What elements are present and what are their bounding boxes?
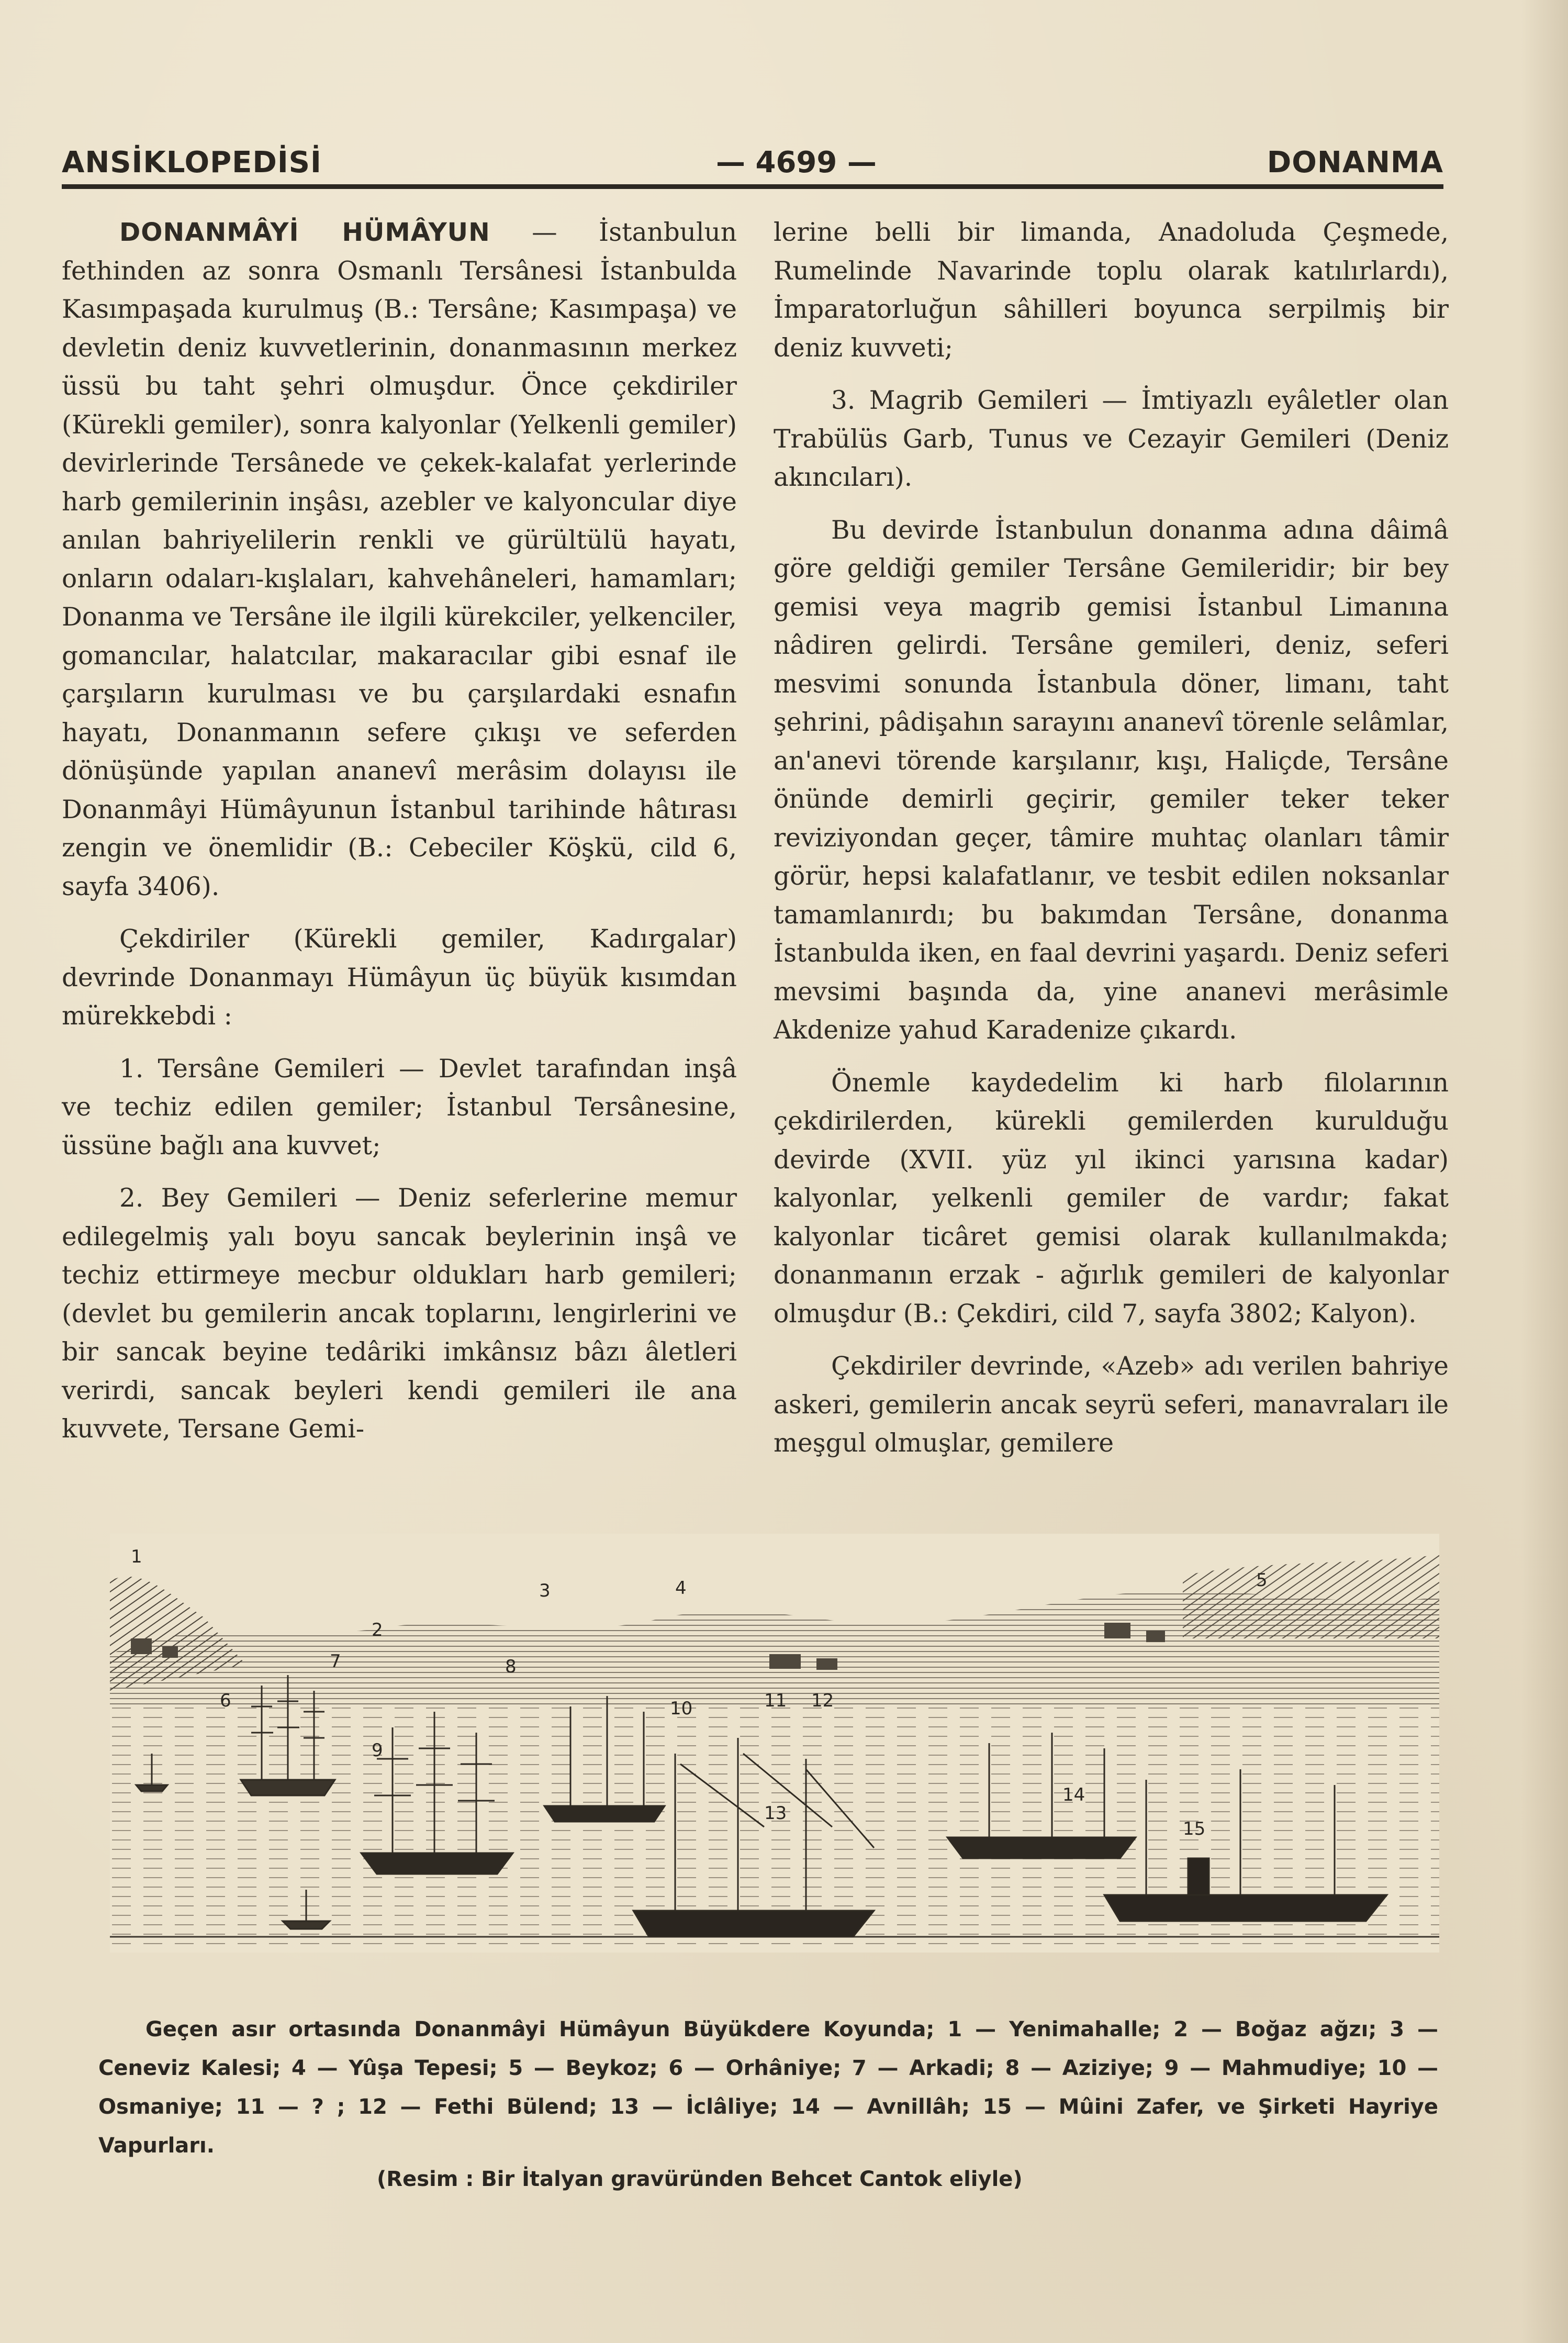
page-edge-shadow bbox=[1521, 0, 1568, 2343]
caption-text: Geçen asır ortasında Donanmâyi Hümâyun Büyükdere Koyunda; 1 — Yenimahalle; 2 — Boğaz ağzı; 3 — Ceneviz Kalesi; 4 — Yûşa Tepesi; 5 — Beykoz; 6 — Orhâniye; 7 — Arkadi; 8 — Aziziye; 9 — Mahmudiye; 10 — Osmaniye; 11 — ? ; 12 — Fethi Bülend; 13 — İclâliye; 14 — Avnillâh; 15 — Mûini Zafer, ve Şirketi Hayriye Vapurları. bbox=[98, 2017, 1438, 2158]
figure-label: 3 bbox=[539, 1580, 551, 1601]
engraving-figure bbox=[110, 1534, 1439, 1952]
article-paragraph: 2. Bey Gemileri — Deniz seferlerine memur edilegelmiş yalı boyu sancak beylerinin inşâ ve techiz ettirmeye mecbur oldukları harb gemileri; (devlet bu gemilerin ancak toplarını, lengirlerini ve bir sancak beyine tedâriki imkânsız bâzı âletleri verirdi, sancak beyleri kendi gemileri ile ana kuvvete, Tersane Gemi- bbox=[62, 1184, 737, 1444]
figure-label: 2 bbox=[372, 1620, 383, 1641]
article-paragraph: lerine belli bir limanda, Anadoluda Çeşmede, Rumelinde Navarinde toplu olarak katılırlardı), İmparatorluğun sâhilleri boyunca serpilmiş bir deniz kuvveti; bbox=[774, 218, 1449, 363]
article-title: DONANMÂYİ HÜMÂYUN bbox=[119, 218, 490, 247]
figure-label: 6 bbox=[220, 1690, 231, 1711]
figure-label: 8 bbox=[505, 1656, 517, 1677]
header-encyclopedia-title: ANSİKLOPEDİSİ bbox=[62, 146, 322, 180]
header-section-title: DONANMA bbox=[1267, 146, 1443, 180]
header-page-number: — 4699 — bbox=[716, 146, 877, 180]
left-column bbox=[62, 214, 737, 1463]
page-header bbox=[62, 140, 1443, 187]
right-column bbox=[774, 214, 1449, 1477]
article-paragraph: Çekdiriler devrinde, «Azeb» adı verilen bahriye askeri, gemilerin ancak seyrü seferi, manavraları ile meşgul olmuşlar, gemilere bbox=[774, 1352, 1449, 1458]
figure-label: 1 bbox=[131, 1546, 142, 1567]
header-rule bbox=[62, 184, 1443, 189]
figure-label: 9 bbox=[372, 1740, 383, 1761]
article-paragraph: Çekdiriler (Kürekli gemiler, Kadırgalar) devrinde Donanmayı Hümâyun üç büyük kısımdan mürekkebdi : bbox=[62, 924, 737, 1031]
figure-label: 5 bbox=[1256, 1570, 1268, 1591]
figure-label: 11 bbox=[764, 1690, 787, 1711]
fleet-engraving-illustration bbox=[110, 1534, 1439, 1952]
figure-label: 4 bbox=[675, 1578, 687, 1599]
figure-label: 12 bbox=[811, 1690, 834, 1711]
article-text: — İstanbulun fethinden az sonra Osmanlı Tersânesi İstanbulda Kasımpaşada kurulmuş (B.: Tersâne; Kasımpaşa) ve devletin deniz kuvvetlerinin, donanmasının merkez üssü bu taht şehri olmuşdur. Önce çekdiriler (Kürekli gemiler), sonra kalyonlar (Yelkenli gemiler) devirlerinde Tersânede ve çekek-kalafat yerlerinde harb gemilerinin inşâsı, azebler ve kalyoncular diye anılan bahriyelilerin renkli ve gürültülü hayatı, onların odaları-kışlaları, kahvehâneleri, hamamları; Donanma ve Tersâne ile ilgili kürekciler, yelkenciler, gomancılar, halatcılar, makaracılar gibi esnaf ile çarşıların kurulması ve bu çarşılardaki esnafın hayatı, Donanmanın sefere çıkışı ve seferden dönüşünde yapılan ananevî merâsim dolayısı ile Donanmâyi Hümâyunun İstanbul tarihinde hâtırası zengin ve önemlidir (B.: Cebeciler Köşkü, cild 6, sayfa 3406). bbox=[62, 218, 737, 901]
figure-label: 13 bbox=[764, 1803, 787, 1824]
figure-label: 15 bbox=[1183, 1818, 1206, 1839]
article-paragraph: 3. Magrib Gemileri — İmtiyazlı eyâletler olan Trabülüs Garb, Tunus ve Cezayir Gemileri (Deniz akıncıları). bbox=[774, 386, 1449, 492]
figure-label: 7 bbox=[330, 1651, 341, 1672]
article-paragraph: Bu devirde İstanbulun donanma adına dâimâ göre geldiği gemiler Tersâne Gemileridir; bir bey gemisi veya magrib gemisi İstanbul Limanına nâdiren gelirdi. Tersâne gemileri, deniz, seferi mesvimi sonunda İstanbula döner, limanı, taht şehrini, pâdişahın sarayını ananevî törenle selâmlar, an'anevi törende karşılanır, kışı, Haliçde, Tersâne önünde demirli geçirir, gemiler teker teker reviziyondan geçer, tâmire muhtaç olanları tâmir görür, hepsi kalafatlanır, ve tesbit edilen noksanlar tamamlanırdı; bu bakımdan Tersâne, donanma İstanbulda iken, en faal devrini yaşardı. Deniz seferi mevsimi başında da, yine ananevi merâsimle Akdenize yahud Karadenize çıkardı. bbox=[774, 515, 1449, 1045]
figure-label: 10 bbox=[670, 1698, 693, 1719]
figure-label: 14 bbox=[1062, 1784, 1085, 1805]
article-paragraph bbox=[62, 214, 737, 906]
figure-caption bbox=[98, 2010, 1438, 2165]
image-credit: (Resim : Bir İtalyan gravüründen Behcet Cantok eliyle) bbox=[377, 2167, 1023, 2191]
article-paragraph: 1. Tersâne Gemileri — Devlet tarafından inşâ ve techiz edilen gemiler; İstanbul Tersânesine, üssüne bağlı ana kuvvet; bbox=[62, 1054, 737, 1161]
article-paragraph: Önemle kaydedelim ki harb filolarının çekdirilerden, kürekli gemilerden kurulduğu devirde (XVII. yüz yıl ikinci yarısına kadar) kalyonlar, yelkenli gemiler de vardır; fakat kalyonlar ticâret gemisi olarak kullanılmakda; donanmanın erzak - ağırlık gemileri de kalyonlar olmuşdur (B.: Çekdiri, cild 7, sayfa 3802; Kalyon). bbox=[774, 1068, 1449, 1329]
